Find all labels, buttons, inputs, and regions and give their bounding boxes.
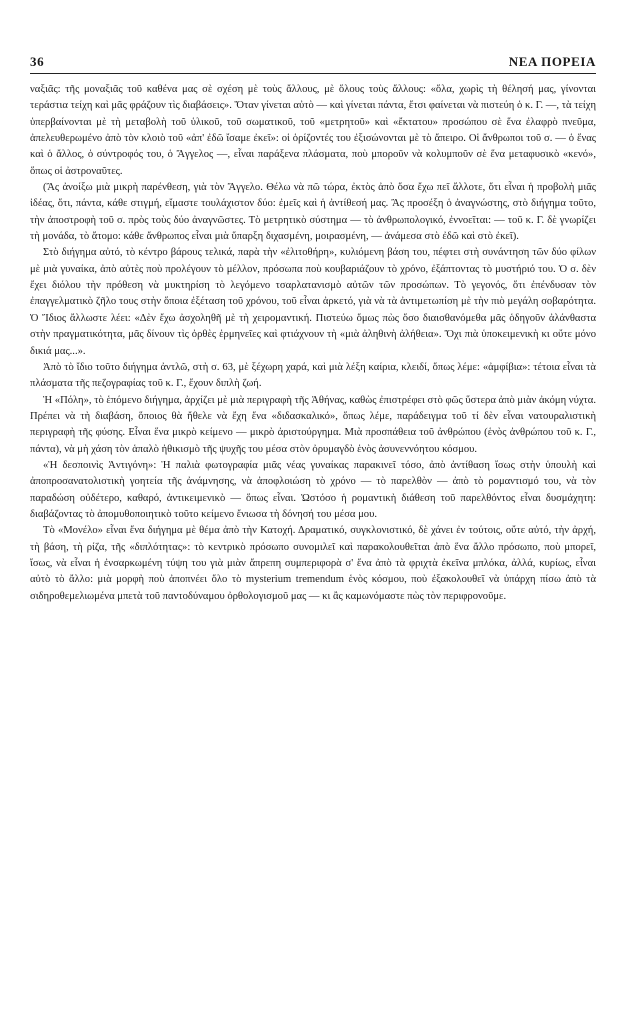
- running-title: ΝΕΑ ΠΟΡΕΙΑ: [508, 54, 596, 69]
- body-text: [30, 82, 596, 605]
- paragraph: Ἡ «Πόλη», τὸ ἑπόμενο διήγημα, ἀρχίζει μὲ μιὰ περιγραφὴ τῆς Ἀθήνας, καθὼς ἐπιστρέφει στὸ φῶς ὕστερα ἀπὸ μιὰν ἀκόμη νύχτα. Πρέπει νὰ τὴ διαβάση, ὅποιος θὰ ἤθελε νὰ ἔχη ἕνα «διδασκαλικό», ὅπως λέμε, παράδειγμα τοῦ τί δὲν εἶναι νατουραλιστικὴ περιγραφὴ τῆς φύσης. Εἶναι ἕνα μικρὸ κείμενο — μικρὸ ἀριστούργημα. Μιὰ προσπάθεια τοῦ ἀνθρώπου (ἑνὸς ἀνθρώπου τοῦ κ. Γ., πάντα), νὰ μὴ χάση τὸν ἁπαλὸ ἠθικισμὸ τῆς ψυχῆς του μέσα στὸν ὀρυμαγδὸ ἑνὸς ἀσυνεννόητου κόσμου.: [30, 394, 596, 455]
- paragraph: Ἀπὸ τὸ ἴδιο τοῦτο διήγημα ἀντλῶ, στὴ σ. 63, μὲ ξέχωρη χαρά, καὶ μιὰ λέξη καίρια, κλειδί, ὅπως λέμε: «ἀμφίβια»: τέτοια εἶναι τὰ πλάσματα τῆς πεζογραφίας τοῦ κ. Γ., ἔχουν διπλὴ ζωή.: [30, 361, 596, 390]
- page-number: 36: [30, 54, 45, 69]
- paragraph: Στὸ διήγημα αὐτό, τὸ κέντρο βάρους τελικά, παρὰ τὴν «ἐλιτοθήρη», κυλιόμενη βάση του, πέφτει στὴ συνάντηση τῶν δύο φίλων μὲ μιὰ γυναίκα, ἀπὸ αὐτὲς ποὺ προλέγουν τὸ μέλλον, πρόσωπα ποὺ κουβαριάζουν τὸ χρόνο, ἐξάπτοντας τὸ μυστήριό του. Ὁ σ. δὲν ἔχει διόλου τὴν πρόθεση νὰ μυκτηρίση τὸ λεγόμενο τσαρλατανισμὸ αὐτῶν τῶν προσώπων. Τὸ γεγονός, ὅτι ἐπένδυσαν τὸν ἐπαγγελματικὸ ζῆλο τους στὴν ὅποια ἐξέταση τοῦ χρόνου, τοῦ εἶναι ἀρκετό, γιὰ νὰ τὰ ἀντιμετωπίση μὲ τὴν πιὸ μεγάλη σοβαρότητα. Ὁ Ἴδιος ἄλλωστε λέει: «Δὲν ἔχω ἀσχοληθῆ μὲ τὴ χειρομαντική. Πιστεύω ὅμως πὼς ὅσο διαισθανόμεθα μᾶς ὁδηγοῦν ἀλάνθαστα στὴν πραγματικότητα, μᾶς δίνουν τὶς ὀρθὲς ἑρμηνεῖες καὶ φτιάχνουν τὴ «μιὰ ἀληθινὴ ἀλήθεια». Ὄχι πιὰ ὑποκειμενικὴ κι οὔτε μόνο δικιά μας...».: [30, 247, 596, 357]
- paragraph: «Ἡ δεσποινὶς Ἀντιγόνη»: Ἡ παλιὰ φωτογραφία μιᾶς νέας γυναίκας παρακινεῖ τόσο, ἀπὸ ἀντίθαση ἴσως στὴν ὑπουλὴ καὶ ἀποπροσανατολιστικὴ γοητεία τῆς ἀνάμνησης, νὰ ἀποφλοιώση τὸ χρόνο — τὸ παρελθὸν — ἀπὸ τὸ ρομαντισμό του, νὰ τὸν παραδώση οὐδέτερο, καθαρό, ἀντικειμενικὸ — ὅπως εἶναι. Ὡστόσο ἡ ρομαντικὴ διάθεση τοῦ παρελθόντος εἶναι δυσμάχητη: διαβάζοντας τὸ ἀπομυθοποιητικὸ τοῦτο κείμενο ἔνιωσα τὴ δόνησή του μέσα μου.: [30, 459, 596, 520]
- page-header: [30, 54, 596, 74]
- paragraph: (Ἂς ἀνοίξω μιὰ μικρὴ παρένθεση, γιὰ τὸν Ἄγγελο. Θέλω νὰ πῶ τώρα, ἐκτὸς ἀπὸ ὅσα ἔχω πεῖ ἄλλοτε, ὅτι εἶναι ἡ προβολὴ μιᾶς ἰδέας, ὅτι, πάντα, κάθε στιγμή, εἴμαστε τουλάχιστον δύο: ἐμεῖς καὶ ἡ ἀντίθεσή μας. Ἂς προσέξη ὁ ἀναγνώστης, στὸ διήγημα τοῦτο, τὴν ἀποστροφὴ τοῦ σ. πρὸς τοὺς δύο ἀναγνῶστες. Τὸ μετρητικὸ σύστημα — τὸ ἀνθρωπολογικό, ἐννοεῖται: — τοῦ κ. Γ. δὲ γνωρίζει τὴ μονάδα, τὸ ἄτομο: κάθε ἄνθρωπος εἶναι μιὰ ὕπαρξη διχασμένη, μοιρασμένη, — ἀνάμεσα στὸ ἐδῶ καὶ στὸ ἐκεῖ).: [30, 182, 596, 243]
- book-page: [30, 54, 596, 1014]
- paragraph: ναξιᾶς: τῆς μοναξιᾶς τοῦ καθένα μας σὲ σχέση μὲ τοὺς ἄλλους, μὲ ὅλους τοὺς ἄλλους: «ὅλα, χωρὶς τὴ θέλησή μας, γίνονται τεράστια τείχη καὶ μᾶς φράζουν τὶς διαβάσεις». Ὅταν γίνεται αὐτὸ — καὶ γίνεται πάντα, ἔτσι φαίνεται νὰ πιστεύη ὁ κ. Γ. —, τὰ τείχη ὑπερβαίνονται μὲ τὴ μεταβολὴ τοῦ ὑλικοῦ, τοῦ σωματικοῦ, τοῦ «μετρητοῦ» καὶ «ἔκτατου» προσώπου σὲ ἕνα ἐλαφρὸ πνεῦμα, ἀπελευθερωμένο ἀπὸ τὸν κλοιὸ τοῦ «ἀπ' ἐδῶ ἴσαμε ἐκεῖ»: οἱ ὁρίζοντές του ἐξισώνονται μὲ τὸ ἄπειρο. Οἱ ἄνθρωποι τοῦ σ. — ὁ ἕνας καὶ ὁ ἄλλος, ὁ σύντροφός του, ὁ Ἄγγελος —, εἶναι παράξενα πλάσματα, ποὺ μποροῦν νὰ κολυμποῦν σὲ ἕνα μεταφυσικὸ «κενό», ὅπως οἱ ἀστροναῦτες.: [30, 84, 596, 177]
- paragraph: Τὸ «Μονέλο» εἶναι ἕνα διήγημα μὲ θέμα ἀπὸ τὴν Κατοχή. Δραματικό, συγκλονιστικό, δὲ χάνει ἐν τούτοις, οὔτε αὐτό, τὴν ἀρχή, τὴ βάση, τὴ ρίζα, τῆς «διπλότητας»: τὸ κεντρικὸ πρόσωπο συνομιλεῖ καὶ παρακολουθεῖται ἀπὸ ἕνα ἄλλο πρόσωπο, ποὺ μπορεῖ, ἴσως, νὰ εἶναι ἡ ἐνσαρκωμένη τύψη του γιὰ μιὰν ἄπρεπη συμπεριφορὰ σ' ἕνα ἀπὸ τὰ φριχτὰ ἐκεῖνα μπλόκα, ἀλλά, κυρίως, εἶναι αὐτὸ τὸ ἄλλο: μιὰ μορφὴ ποὺ ἀποπνέει ὅλο τὸ mysterium tremendum ἑνὸς κόσμου, ποὺ ἐξακολουθεῖ νὰ ὑπάρχη πίσω ἀπὸ τὰ σιδηροθεμελιωμένα μπετὰ τοῦ παντοδύναμου ὀρθολογισμοῦ μας — κι ἂς καμωνόμαστε πὼς τὸν περιφρονοῦμε.: [30, 525, 596, 602]
